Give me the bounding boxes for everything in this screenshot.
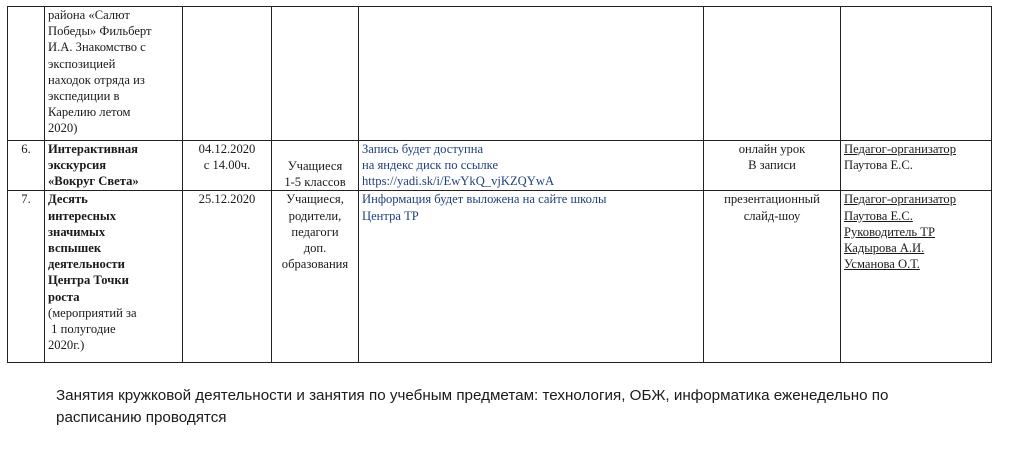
date-cell xyxy=(183,191,272,363)
info-cell xyxy=(359,191,704,363)
event-title-line: роста xyxy=(48,289,80,304)
format-cell xyxy=(704,7,841,141)
audience-line: Учащиеся, xyxy=(286,192,344,207)
event-title-cell xyxy=(45,7,183,141)
responsible-line: Педагог-организатор xyxy=(844,192,957,207)
responsible-line: Паутова Е.С. xyxy=(844,208,913,223)
event-desc-line: Победы» Фильберт xyxy=(48,24,152,39)
responsible-cell xyxy=(841,141,992,191)
responsible-cell xyxy=(841,7,992,141)
audience-line: образования xyxy=(281,257,349,272)
event-title-line: «Вокруг Света» xyxy=(48,174,139,189)
format-line: онлайн урок xyxy=(738,142,806,156)
event-desc-line: 1 полугодие xyxy=(48,322,116,337)
row-number-cell: 6. xyxy=(8,141,45,191)
event-desc-line: Карелию летом xyxy=(48,105,131,120)
row-number-cell xyxy=(8,7,45,141)
event-desc-line: И.А. Знакомство с xyxy=(48,40,146,55)
responsible-line: Руководитель ТР xyxy=(844,224,935,239)
responsible-cell xyxy=(841,191,992,363)
event-desc-line: 2020г.) xyxy=(48,338,85,353)
event-desc-line: 2020) xyxy=(48,121,78,136)
event-title-line: экскурсия xyxy=(48,158,107,173)
audience-line: доп. xyxy=(303,241,327,256)
format-line: слайд-шоу xyxy=(743,208,801,223)
event-desc-line: находок отряда из xyxy=(48,72,145,87)
table-row-7 xyxy=(8,191,992,363)
date-line: 25.12.2020 xyxy=(198,192,256,207)
info-cell xyxy=(359,141,704,191)
footer-paragraph xyxy=(56,385,956,428)
info-line: на яндекс диск по ссылке xyxy=(362,158,499,173)
audience-cell xyxy=(272,191,359,363)
event-title-line: вспышек xyxy=(48,241,102,256)
event-title-cell xyxy=(45,191,183,363)
responsible-line: Педагог-организатор xyxy=(844,142,957,156)
format-cell xyxy=(704,191,841,363)
footer-line: расписанию проводятся xyxy=(56,408,227,426)
footer-line: Занятия кружковой деятельности и занятия по учебным предметам: технология, ОБЖ, информатика еженедельно по xyxy=(56,387,889,404)
table-row-6 xyxy=(8,141,992,191)
event-title-line: деятельности xyxy=(48,257,125,272)
yandex-disk-link[interactable]: https://yadi.sk/i/EwYkQ_vjKZQYwA xyxy=(362,174,555,189)
event-desc-line: района «Салют xyxy=(48,8,130,22)
date-line: 04.12.2020 xyxy=(198,142,256,156)
responsible-line: Кадырова А.И. xyxy=(844,241,925,256)
info-line: Центра ТР xyxy=(362,208,419,223)
audience-cell xyxy=(272,141,359,191)
audience-line: родители, xyxy=(288,208,342,223)
audience-line: педагоги xyxy=(291,224,339,239)
event-title-line: Центра Точки xyxy=(48,273,129,288)
table-row-continuation xyxy=(8,7,992,141)
responsible-line: Усманова О.Т. xyxy=(844,257,920,272)
event-title-line: значимых xyxy=(48,224,106,239)
row-number-cell: 7. xyxy=(8,191,45,363)
info-line: Информация будет выложена на сайте школы xyxy=(362,192,607,207)
audience-line: 1-5 классов xyxy=(284,175,346,190)
format-cell xyxy=(704,141,841,191)
schedule-table xyxy=(7,6,992,363)
audience-cell xyxy=(272,7,359,141)
event-desc-line: экспедиции в xyxy=(48,89,120,104)
info-cell xyxy=(359,7,704,141)
date-cell xyxy=(183,7,272,141)
event-title-line: Десять xyxy=(48,192,88,207)
event-desc-line: экспозицией xyxy=(48,56,116,71)
info-line: Запись будет доступна xyxy=(362,142,484,156)
format-line: презентационный xyxy=(724,192,820,207)
event-desc-line: (мероприятий за xyxy=(48,305,137,320)
responsible-line: Паутова Е.С. xyxy=(844,158,913,173)
event-title-line: интересных xyxy=(48,208,117,223)
event-title-line: Интерактивная xyxy=(48,142,138,156)
format-line: В записи xyxy=(748,158,796,173)
time-line: с 14.00ч. xyxy=(203,158,251,173)
event-title-cell xyxy=(45,141,183,191)
audience-line: Учащиеся xyxy=(287,159,343,173)
date-cell xyxy=(183,141,272,191)
